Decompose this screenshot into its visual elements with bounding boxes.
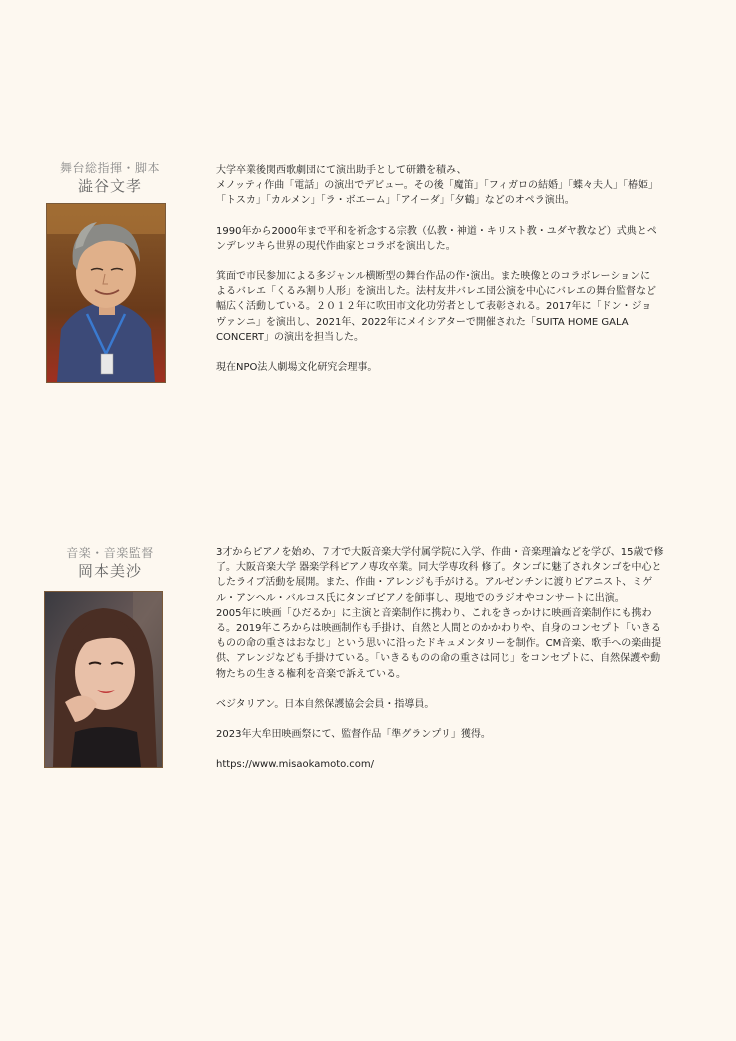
portrait-photo-man: [47, 204, 165, 382]
profile-name: 澁谷文孝: [77, 177, 142, 195]
profile-bio: [216, 545, 711, 772]
bio-paragraph: 箕面で市民参加による多ジャンル横断型の舞台作品の作･演出。また映像とのコラボレーションに よるバレエ「くるみ割り人形」を演出した。法村友井バレエ団公演を中心にバレエの舞台監督など 幅広く活動している。２０１２年に吹田市文化功労者として表彰される。2017年に「ドン・ジョ ヴァンニ」を演出し、2021年、2022年にメイシアターで開催された「SUITA HOME GALA CONCERT」の演出を担当した。: [216, 271, 656, 343]
bio-paragraph: 2023年大牟田映画祭にて、監督作品「準グランプリ」獲得。: [216, 729, 491, 741]
bio-paragraph: 現在NPO法人劇場文化研究会理事。: [216, 362, 378, 374]
profile-bio: [216, 163, 711, 375]
profile-name: 岡本美沙: [77, 562, 142, 580]
profile-header: [40, 545, 180, 581]
portrait-photo-woman: [45, 592, 162, 767]
bio-paragraph: 3才からピアノを始め、７才で大阪音楽大学付属学院に入学、作曲・音楽理論などを学び、15歳で修 了。大阪音楽大学 器楽学科ピアノ専攻卒業。同大学専攻科 修了。タンゴに魅了されタンゴを中心と したライブ活動を展開。また、作曲・アレンジも手がける。アルゼンチンに渡りピアニスト、ミゲ ル・アンヘル・バルコス氏にタンゴピアノを師事し、現地でのラジオやコンサートに出演。 2005年に映画「ひだるか」に主演と音楽制作に携わり、これをきっかけに映画音楽制作にも携わ る。2019年ころからは映画制作も手掛け、自然と人間とのかかわりや、自身のコンセプト「いきる ものの命の重さはおなじ」という思いに沿ったドキュメンタリーを制作。CM音楽、歌手への楽曲提 供、アレンジなども手掛けている。「いきるものの命の重さは同じ」をコンセプトに、自然保護や動 物たちの生きる権利を音楽で訴えている。: [216, 547, 664, 680]
bio-paragraph: 大学卒業後関西歌劇団にて演出助手として研鑽を積み、 メノッティ作曲「電話」の演出でデビュー。その後「魔笛」「フィガロの結婚」「蝶々夫人」「椿姫」 「トスカ」「カルメン」「ラ・ボエーム」「アイーダ」「夕鶴」などのオペラ演出。: [216, 165, 658, 207]
profile-role: 音楽・音楽監督: [66, 546, 154, 560]
profile-photo: [44, 591, 163, 768]
website-link[interactable]: https://www.misaokamoto.com/: [216, 759, 374, 771]
profile-header: [40, 160, 180, 196]
bio-paragraph: 1990年から2000年まで平和を祈念する宗教（仏教・神道・キリスト教・ユダヤ教など）式典とペ ンデレツキら世界の現代作曲家とコラボを演出した。: [216, 225, 657, 252]
profile-role: 舞台総指揮・脚本: [59, 161, 160, 175]
bio-paragraph: ベジタリアン。日本自然保護協会会員・指導員。: [216, 698, 435, 710]
profile-photo: [46, 203, 166, 383]
